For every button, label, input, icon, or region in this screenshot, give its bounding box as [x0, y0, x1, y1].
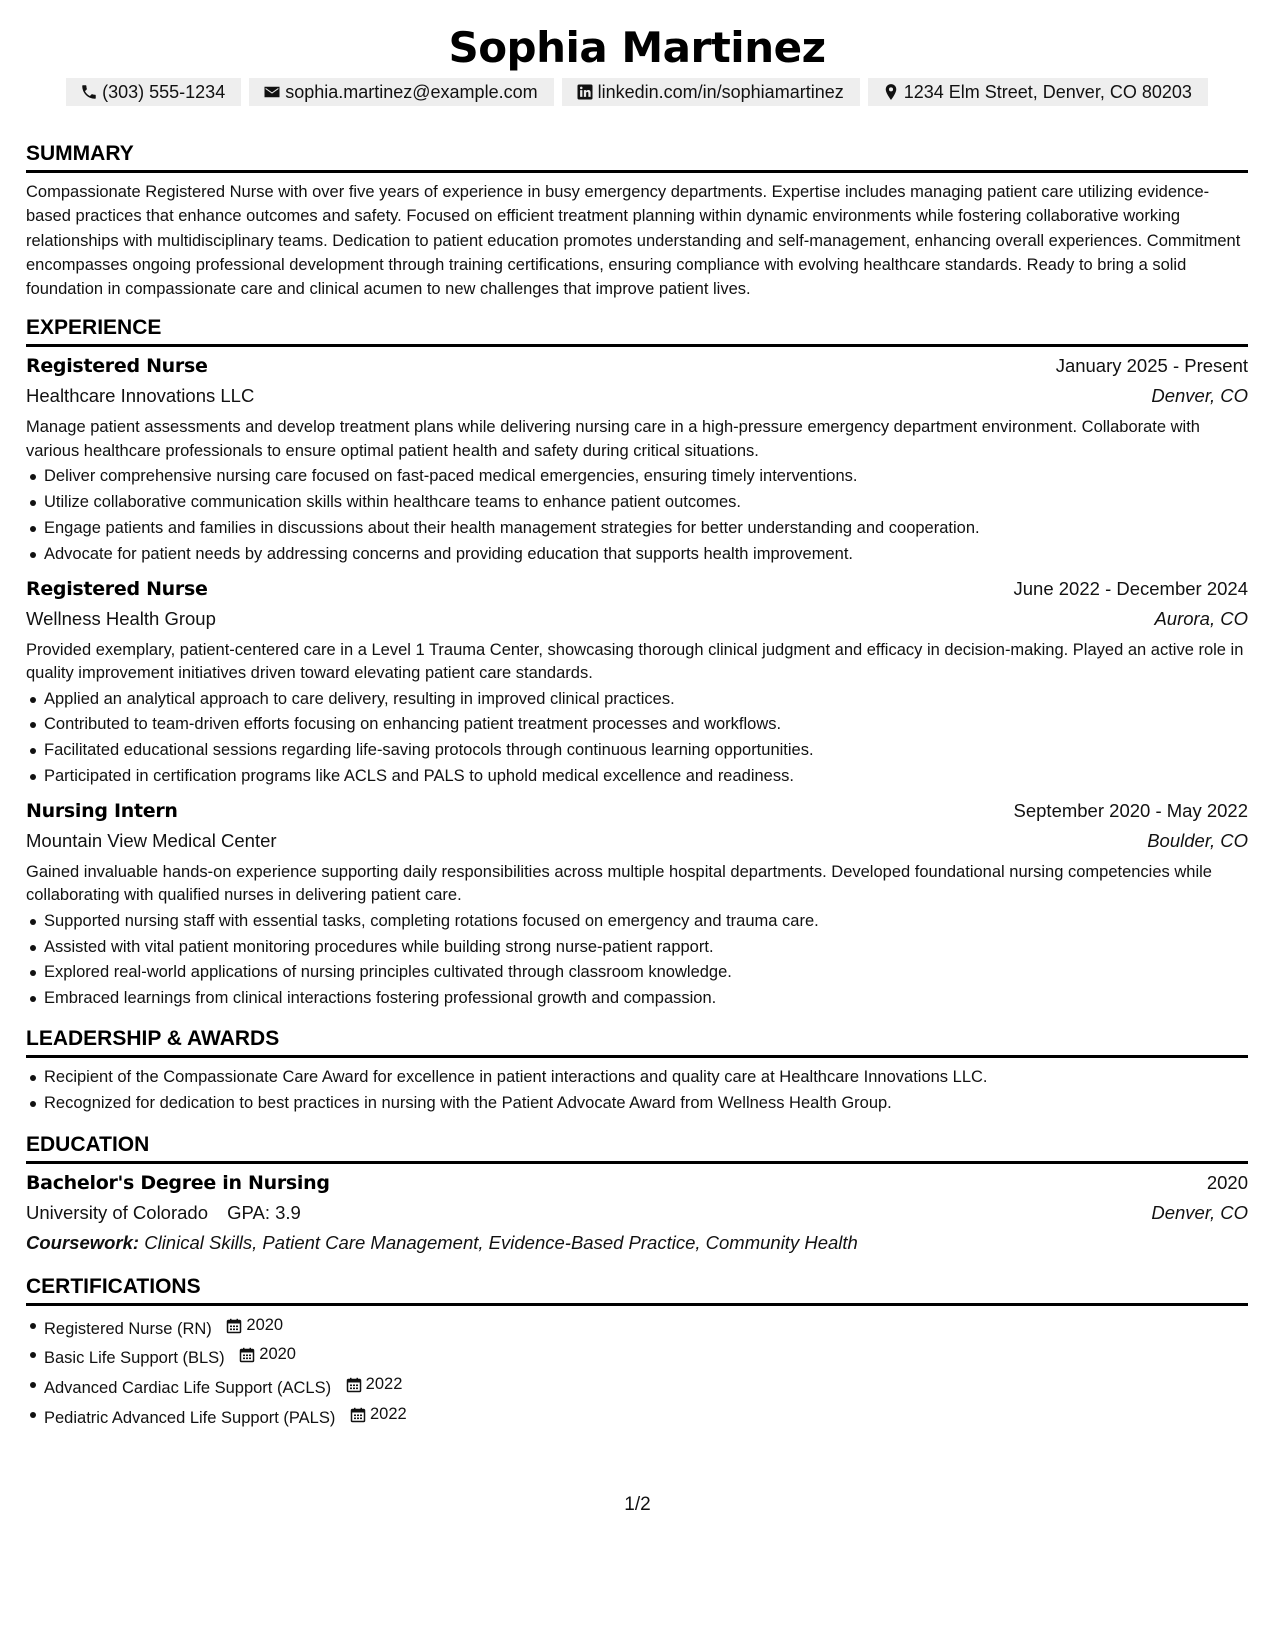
list-item: Participated in certification programs like ACLS and PALS to uphold medical excellence and readiness.: [26, 764, 1248, 790]
envelope-icon: [263, 83, 281, 101]
job-entry: [26, 355, 1248, 567]
address-text: 1234 Elm Street, Denver, CO 80203: [903, 81, 1192, 102]
list-item: Utilize collaborative communication skills within healthcare teams to enhance patient outcomes.: [26, 490, 1248, 516]
contact-phone: [66, 78, 241, 106]
certification-date: [226, 1313, 283, 1339]
certification-list: [26, 1313, 1248, 1432]
job-location: Aurora, CO: [1154, 607, 1248, 629]
calendar-icon: [226, 1318, 242, 1334]
job-company: Wellness Health Group: [26, 607, 216, 629]
section-title-experience: EXPERIENCE: [26, 315, 1248, 347]
list-item: [26, 1372, 1248, 1402]
job-title: Registered Nurse: [26, 355, 208, 378]
list-item: [26, 1402, 1248, 1432]
phone-icon: [80, 83, 98, 101]
job-company: Mountain View Medical Center: [26, 829, 277, 851]
certification-year: 2022: [369, 1404, 407, 1423]
job-date: September 2020 - May 2022: [1013, 799, 1248, 821]
coursework-list: Clinical Skills, Patient Care Management, Evidence-Based Practice, Community Health: [144, 1231, 858, 1253]
page-number: 1/2: [624, 1494, 651, 1515]
list-item: [26, 1342, 1248, 1372]
coursework: [26, 1232, 1248, 1254]
certification-name: Basic Life Support (BLS): [44, 1349, 225, 1368]
certification-name: Registered Nurse (RN): [44, 1319, 212, 1338]
calendar-icon: [346, 1377, 362, 1393]
summary-section: [26, 141, 1248, 301]
section-title-summary: SUMMARY: [26, 141, 1248, 173]
resume-page: [26, 0, 1248, 1431]
job-description: Gained invaluable hands-on experience supporting daily responsibilities across multiple hospital departments. Developed foundational nursing competencies while collaborating with qualified nurses in delivering patient care.: [26, 862, 1212, 905]
list-item: Facilitated educational sessions regarding life-saving protocols through continuous learning opportunities.: [26, 738, 1248, 764]
job-bullets: [26, 687, 1248, 790]
certifications-section: [26, 1274, 1248, 1432]
certification-name: Advanced Cardiac Life Support (ACLS): [44, 1378, 332, 1397]
section-title-leadership: LEADERSHIP & AWARDS: [26, 1026, 1248, 1058]
school-line: [26, 1202, 301, 1224]
contact-bar: [26, 78, 1248, 106]
list-item: Advocate for patient needs by addressing concerns and providing education that supports health improvement.: [26, 542, 1248, 568]
contact-address: [868, 78, 1208, 106]
certification-year: 2020: [259, 1345, 296, 1364]
job-entry: [26, 800, 1248, 1012]
job-date: January 2025 - Present: [1055, 355, 1248, 377]
gpa: GPA: 3.9: [227, 1201, 301, 1223]
coursework-label: Coursework:: [26, 1231, 140, 1253]
job-date: June 2022 - December 2024: [1013, 577, 1248, 599]
list-item: Assisted with vital patient monitoring procedures while building strong nurse-patient rapport.: [26, 935, 1248, 961]
list-item: Embraced learnings from clinical interactions fostering professional growth and compassion.: [26, 986, 1248, 1012]
section-title-education: EDUCATION: [26, 1132, 1248, 1164]
section-title-certifications: CERTIFICATIONS: [26, 1274, 1248, 1306]
school-name: University of Colorado: [26, 1201, 208, 1223]
linkedin-icon: [576, 83, 594, 101]
job-location: Denver, CO: [1151, 385, 1248, 407]
leadership-section: [26, 1026, 1248, 1117]
job-title: Nursing Intern: [26, 799, 178, 822]
certification-year: 2022: [365, 1375, 403, 1394]
calendar-icon: [239, 1347, 255, 1363]
calendar-icon: [350, 1407, 366, 1423]
job-description: Provided exemplary, patient-centered care in a Level 1 Trauma Center, showcasing thorough clinical judgment and efficacy in decision-making. Played an active role in quality improvement initiatives driven toward elevating patient care standards.: [26, 640, 1244, 683]
degree-title: Bachelor's Degree in Nursing: [26, 1171, 330, 1194]
list-item: [26, 1313, 1248, 1343]
phone-text: (303) 555-1234: [102, 81, 226, 102]
job-company: Healthcare Innovations LLC: [26, 385, 255, 407]
list-item: Explored real-world applications of nursing principles cultivated through classroom knowledge.: [26, 960, 1248, 986]
certification-name: Pediatric Advanced Life Support (PALS): [44, 1408, 336, 1427]
contact-email[interactable]: [249, 78, 553, 106]
email-text[interactable]: sophia.martinez@example.com: [285, 81, 538, 102]
list-item: Deliver comprehensive nursing care focused on fast-paced medical emergencies, ensuring timely interventions.: [26, 464, 1248, 490]
certification-date: [350, 1402, 407, 1428]
certification-date: [346, 1372, 403, 1398]
map-pin-icon: [882, 83, 900, 101]
graduation-year: 2020: [1206, 1171, 1248, 1193]
experience-section: [26, 315, 1248, 1012]
list-item: Supported nursing staff with essential tasks, completing rotations focused on emergency and trauma care.: [26, 909, 1248, 935]
linkedin-text[interactable]: linkedin.com/in/sophiamartinez: [597, 81, 844, 102]
list-item: Applied an analytical approach to care delivery, resulting in improved clinical practices.: [26, 687, 1248, 713]
list-item: Recipient of the Compassionate Care Award for excellence in patient interactions and quality care at Healthcare Innovations LLC.: [26, 1065, 1248, 1091]
job-location: Boulder, CO: [1147, 829, 1248, 851]
list-item: Contributed to team-driven efforts focusing on enhancing patient treatment processes and workflows.: [26, 712, 1248, 738]
certification-date: [239, 1342, 296, 1368]
certification-year: 2020: [246, 1315, 284, 1334]
award-bullets: [26, 1065, 1248, 1117]
job-entry: [26, 578, 1248, 790]
job-bullets: [26, 464, 1248, 567]
candidate-name: Sophia Martinez: [448, 23, 826, 72]
job-bullets: [26, 909, 1248, 1012]
education-section: [26, 1132, 1248, 1254]
summary-text: Compassionate Registered Nurse with over five years of experience in busy emergency departments. Expertise includes managing patient care utilizing evidence-based practices that enhance outcomes and safety. Focused on efficient treatment planning within dynamic environments while fostering collaborative working relationships with multidisciplinary teams. Dedication to patient education promotes understanding and self-management, enhancing overall experiences. Commitment encompasses ongoing professional development through training certifications, ensuring compliance with evolving healthcare standards. Ready to bring a solid foundation in compassionate care and clinical acumen to new challenges that improve patient lives.: [26, 183, 1241, 299]
list-item: Engage patients and families in discussions about their health management strategies for better understanding and cooperation.: [26, 516, 1248, 542]
job-description: Manage patient assessments and develop treatment plans while delivering nursing care in a high-pressure emergency department environment. Collaborate with various healthcare professionals to ensure optimal patient health and safety during critical situations.: [26, 418, 1200, 460]
contact-linkedin[interactable]: [562, 78, 860, 106]
job-title: Registered Nurse: [26, 577, 208, 600]
school-location: Denver, CO: [1151, 1201, 1248, 1223]
list-item: Recognized for dedication to best practices in nursing with the Patient Advocate Award from Wellness Health Group.: [26, 1091, 1248, 1117]
